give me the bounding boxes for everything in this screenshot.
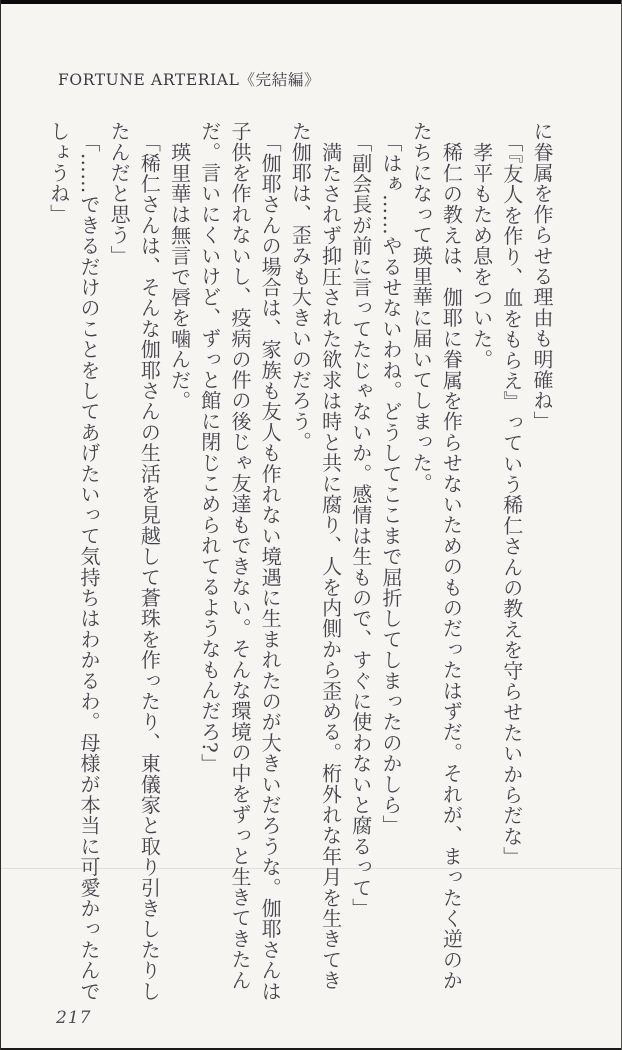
text-line: 「『友人を作り、血をもらえ』っていう稀仁さんの教えを守らせたいからだな」: [499, 132, 524, 868]
text-line: 「稀仁さんは、そんな伽耶さんの生活を見越して蒼珠を作ったり、東儀家と取り引きしたりし: [137, 132, 162, 1002]
text-line: 孝平もため息をついた。: [469, 142, 494, 370]
text-line: 瑛里華は無言で唇を噛んだ。: [167, 142, 192, 412]
text-line: 「……できるだけのことをしてあげたいって気持ちはわかるわ。母様が本当に可愛かったんで: [76, 132, 101, 1002]
text-line: たんだと思う」: [107, 121, 132, 266]
text-line: 子供を作れないし、疫病の件の後じゃ友達もできない。そんな環境の中をずっと生きてきたん: [227, 121, 252, 991]
text-line: 「副会長が前に言ってたじゃないか。感情は生もので、すぐに使わないと腐るって」: [348, 132, 373, 919]
text-line: しょうね」: [46, 121, 71, 225]
page-number: 217: [56, 1008, 92, 1028]
running-header: FORTUNE ARTERIAL《完結編》: [58, 71, 321, 89]
text-line: 「伽耶さんの場合は、家族も友人も作れない境遇に生まれたのが大きいだろうな。伽耶さんは: [258, 132, 283, 1002]
page-top-border: [1, 0, 621, 4]
text-line: だ。言いにくいけど、ずっと館に閉じこめられてるようなもんだろ?」: [197, 121, 222, 775]
text-line: た伽耶は、歪みも大きいのだろう。: [288, 121, 313, 453]
text-line: たちになって瑛里華に届いてしまった。: [409, 121, 434, 494]
vertical-text-body: [44, 121, 557, 1003]
text-line: 稀仁の教えは、伽耶に眷属を作らせないためのものだったはずだ。それが、まったく逆のか: [439, 142, 464, 991]
scan-artifact-line: [1, 868, 621, 869]
text-line: に眷属を作らせる理由も明確ね」: [530, 121, 554, 432]
text-line: 「はぁ……やるせないわね。どうしてここまで屈折してしまったのかしら」: [378, 132, 403, 836]
text-line: 満たされず抑圧された欲求は時と共に腐り、人を内側から歪める。桁外れな年月を生きてき: [318, 142, 343, 991]
